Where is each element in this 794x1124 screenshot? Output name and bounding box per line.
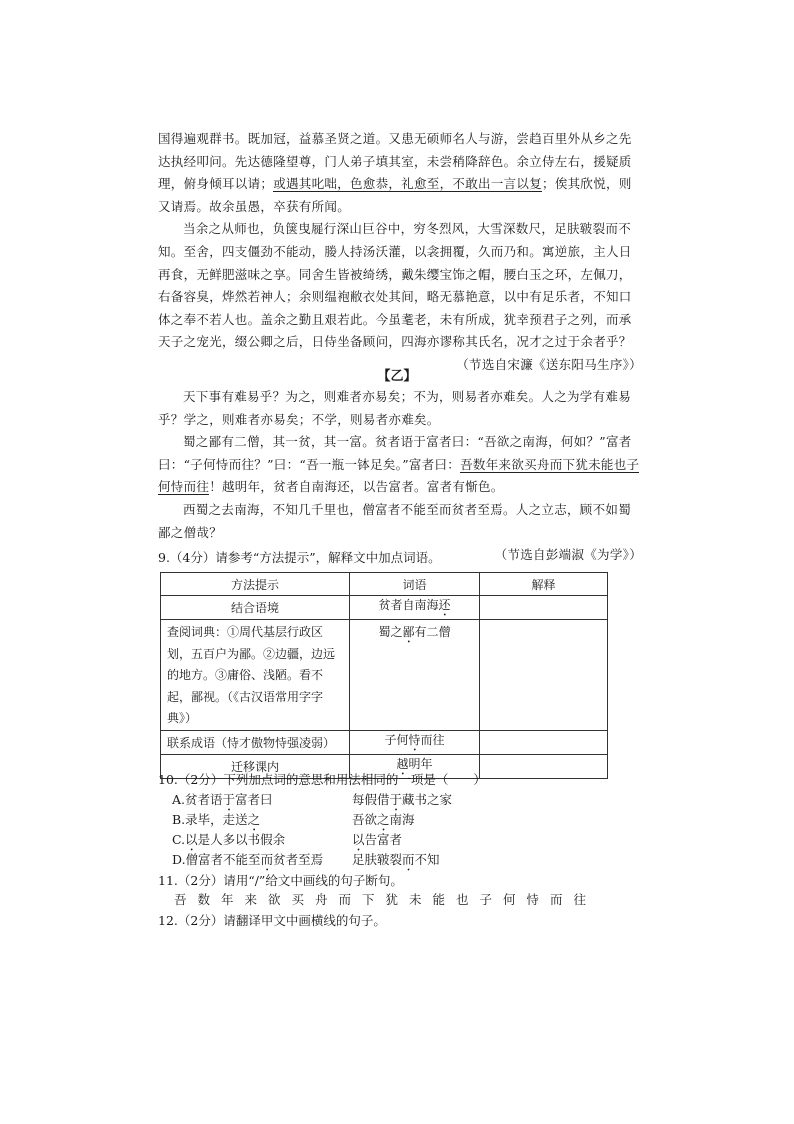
q9-row <box>161 730 608 754</box>
dotted-word: 以 <box>185 832 198 847</box>
dotted-word: 于 <box>389 792 403 807</box>
yi-p2-text-b: ！越明年，贫者自南海还，以告富者。富者有惭色。 <box>209 479 504 495</box>
dotted-word: 而 <box>402 852 415 867</box>
method-cell: 联系成语（恃才傲物恃强凌弱） <box>161 730 350 754</box>
option-text: C. <box>172 832 186 847</box>
yi-heading: 【乙】 <box>377 369 417 384</box>
option-text: 是人多以书假余 <box>197 832 286 847</box>
jia-underlined-sentence: 或遇其叱咄，色愈恭，礼愈至，不敢出一言以复 <box>273 176 543 192</box>
dotted-word: 还 <box>438 598 451 612</box>
q9-table <box>160 572 608 779</box>
word-text: 有二僧 <box>414 625 451 639</box>
dotted-word: 之 <box>377 812 390 827</box>
q9-row <box>161 620 608 731</box>
option-text: 吾欲 <box>352 812 378 827</box>
dotted-word: 鄙 <box>402 625 415 639</box>
q10-stem: 10.（2分）下列加点词的意思和用法相同的一项是（ ） <box>158 772 486 787</box>
jia-paragraph-2: 当余之从师也，负箧曳屣行深山巨谷中，穷冬烈风，大雪深数尺，足肤皲裂而不知。至舍，四支僵劲不能动，媵人持汤沃灌，以衾拥覆，久而乃和。寓逆旅，主人日再食，无鲜肥滋味之享。同舍生皆被绮绣，戴朱缨宝饰之帽，腰白玉之环，左佩刀，右备容臭，烨然若神人；余则缊袍敝衣处其间，略无慕艳意，以中有足乐者，不知口体之奉不若人也。盖余之勤且艰若此。今虽耄老，未有所成，犹幸预君子之列，而承天子之宠光，缀公卿之后，日侍坐备顾问，四海亦谬称其氏名，况才之过于余者乎？ <box>158 221 632 350</box>
q11-sentence[interactable]: 吾数年来欲买舟而下犹未能也子何恃而往 <box>174 892 598 907</box>
q11-stem: 11.（2分）请用“/”给文中画线的句子断句。 <box>158 873 403 888</box>
passage-jia <box>158 128 642 376</box>
word-text: 而往 <box>420 732 445 747</box>
header-explanation: 解释 <box>480 573 608 596</box>
yi-paragraph-2 <box>158 431 642 499</box>
yi-paragraph-1: 天下事有难易乎？为之，则难者亦易矣；不为，则易者亦难矣。人之为学有难易乎？学之，则难者亦易矣；不学，则易者亦难矣。 <box>158 389 632 427</box>
word-cell <box>350 620 480 731</box>
yi-source: （节选自彭端淑《为学》） <box>494 547 642 563</box>
option-text: 富者曰 <box>235 792 273 807</box>
q9-stem: 9.（4分）请参考“方法提示”，解释文中加点词语。 <box>158 550 441 565</box>
answer-cell[interactable] <box>480 620 608 731</box>
q9-row <box>161 596 608 620</box>
word-text: 子何 <box>384 732 409 747</box>
dotted-word: 于 <box>222 792 236 807</box>
word-text: 明年 <box>408 756 433 771</box>
dotted-word: 之 <box>247 812 261 827</box>
yi-paragraph-3: 西蜀之去南海，不知几千里也，僧富者不能至而贫者至焉。人之立志，顾不如蜀鄙之僧哉？ <box>158 501 632 540</box>
option-text: 藏书之家 <box>402 792 453 807</box>
header-word: 词语 <box>350 573 480 596</box>
option-text: 不知 <box>414 852 440 867</box>
yi-p2-text-a: 蜀之鄙有二僧，其一贫，其一富。贫者语于富者曰：“吾欲之南海，何如？”富者曰：“子何恃而往？”曰：“吾一瓶一钵足矣。”富者曰： <box>158 434 632 472</box>
option-text: 足肤皲裂 <box>352 852 403 867</box>
dotted-word: 而 <box>260 852 274 867</box>
answer-cell[interactable] <box>480 596 608 620</box>
option-text: 告富者 <box>364 832 403 847</box>
yi-underlined-sentence: 吾数年来欲买舟而下犹未能也子何恃而往 <box>158 456 640 495</box>
dotted-word: 越 <box>396 756 409 771</box>
option-text: A.贫者语 <box>172 792 223 807</box>
jia-source: （节选自宋濂《送东阳马生序》） <box>456 356 642 372</box>
passage-yi <box>158 386 642 566</box>
option-text: D.僧富者不能至 <box>172 852 261 867</box>
option-text: B.录毕，走送 <box>172 812 248 827</box>
header-method: 方法提示 <box>161 573 350 596</box>
option-text: 南海 <box>389 812 415 827</box>
jia-p1-text-a: 国得遍观群书。既加冠，益慕圣贤之道。又患无硕师名人与游，尝趋百里外从乡之先达执经叩问。先达德隆望尊，门人弟子填其室，未尝稍降辞色。余立侍左右，援疑质理，俯身倾耳以请； <box>158 131 632 192</box>
method-cell: 结合语境 <box>161 596 350 620</box>
word-text: 蜀之 <box>378 625 403 639</box>
jia-paragraph-1 <box>158 128 642 218</box>
method-cell: 迁移课内 <box>161 754 350 778</box>
option-text: 每假借 <box>352 792 390 807</box>
answer-cell[interactable] <box>480 754 608 778</box>
word-cell <box>350 596 480 620</box>
q9-header-row <box>161 573 608 596</box>
word-cell <box>350 730 480 754</box>
dotted-word: 恃 <box>408 732 421 747</box>
word-text: 贫者自南海 <box>378 598 439 612</box>
jia-p1-text-b: ；俟其欣悦，则又请焉。故余虽愚，卒获有所闻。 <box>158 176 632 214</box>
method-cell: 查阅词典：①周代基层行政区划，五百户为鄙。②边疆，边远的地方。③庸俗、浅陋。看不起，鄙视。（《古汉语常用字字典》） <box>161 620 350 731</box>
q12-stem: 12.（2分）请翻译甲文中画横线的句子。 <box>158 913 386 928</box>
option-text: 贫者至焉 <box>273 852 324 867</box>
dotted-word: 以 <box>352 832 365 847</box>
answer-cell[interactable] <box>480 730 608 754</box>
